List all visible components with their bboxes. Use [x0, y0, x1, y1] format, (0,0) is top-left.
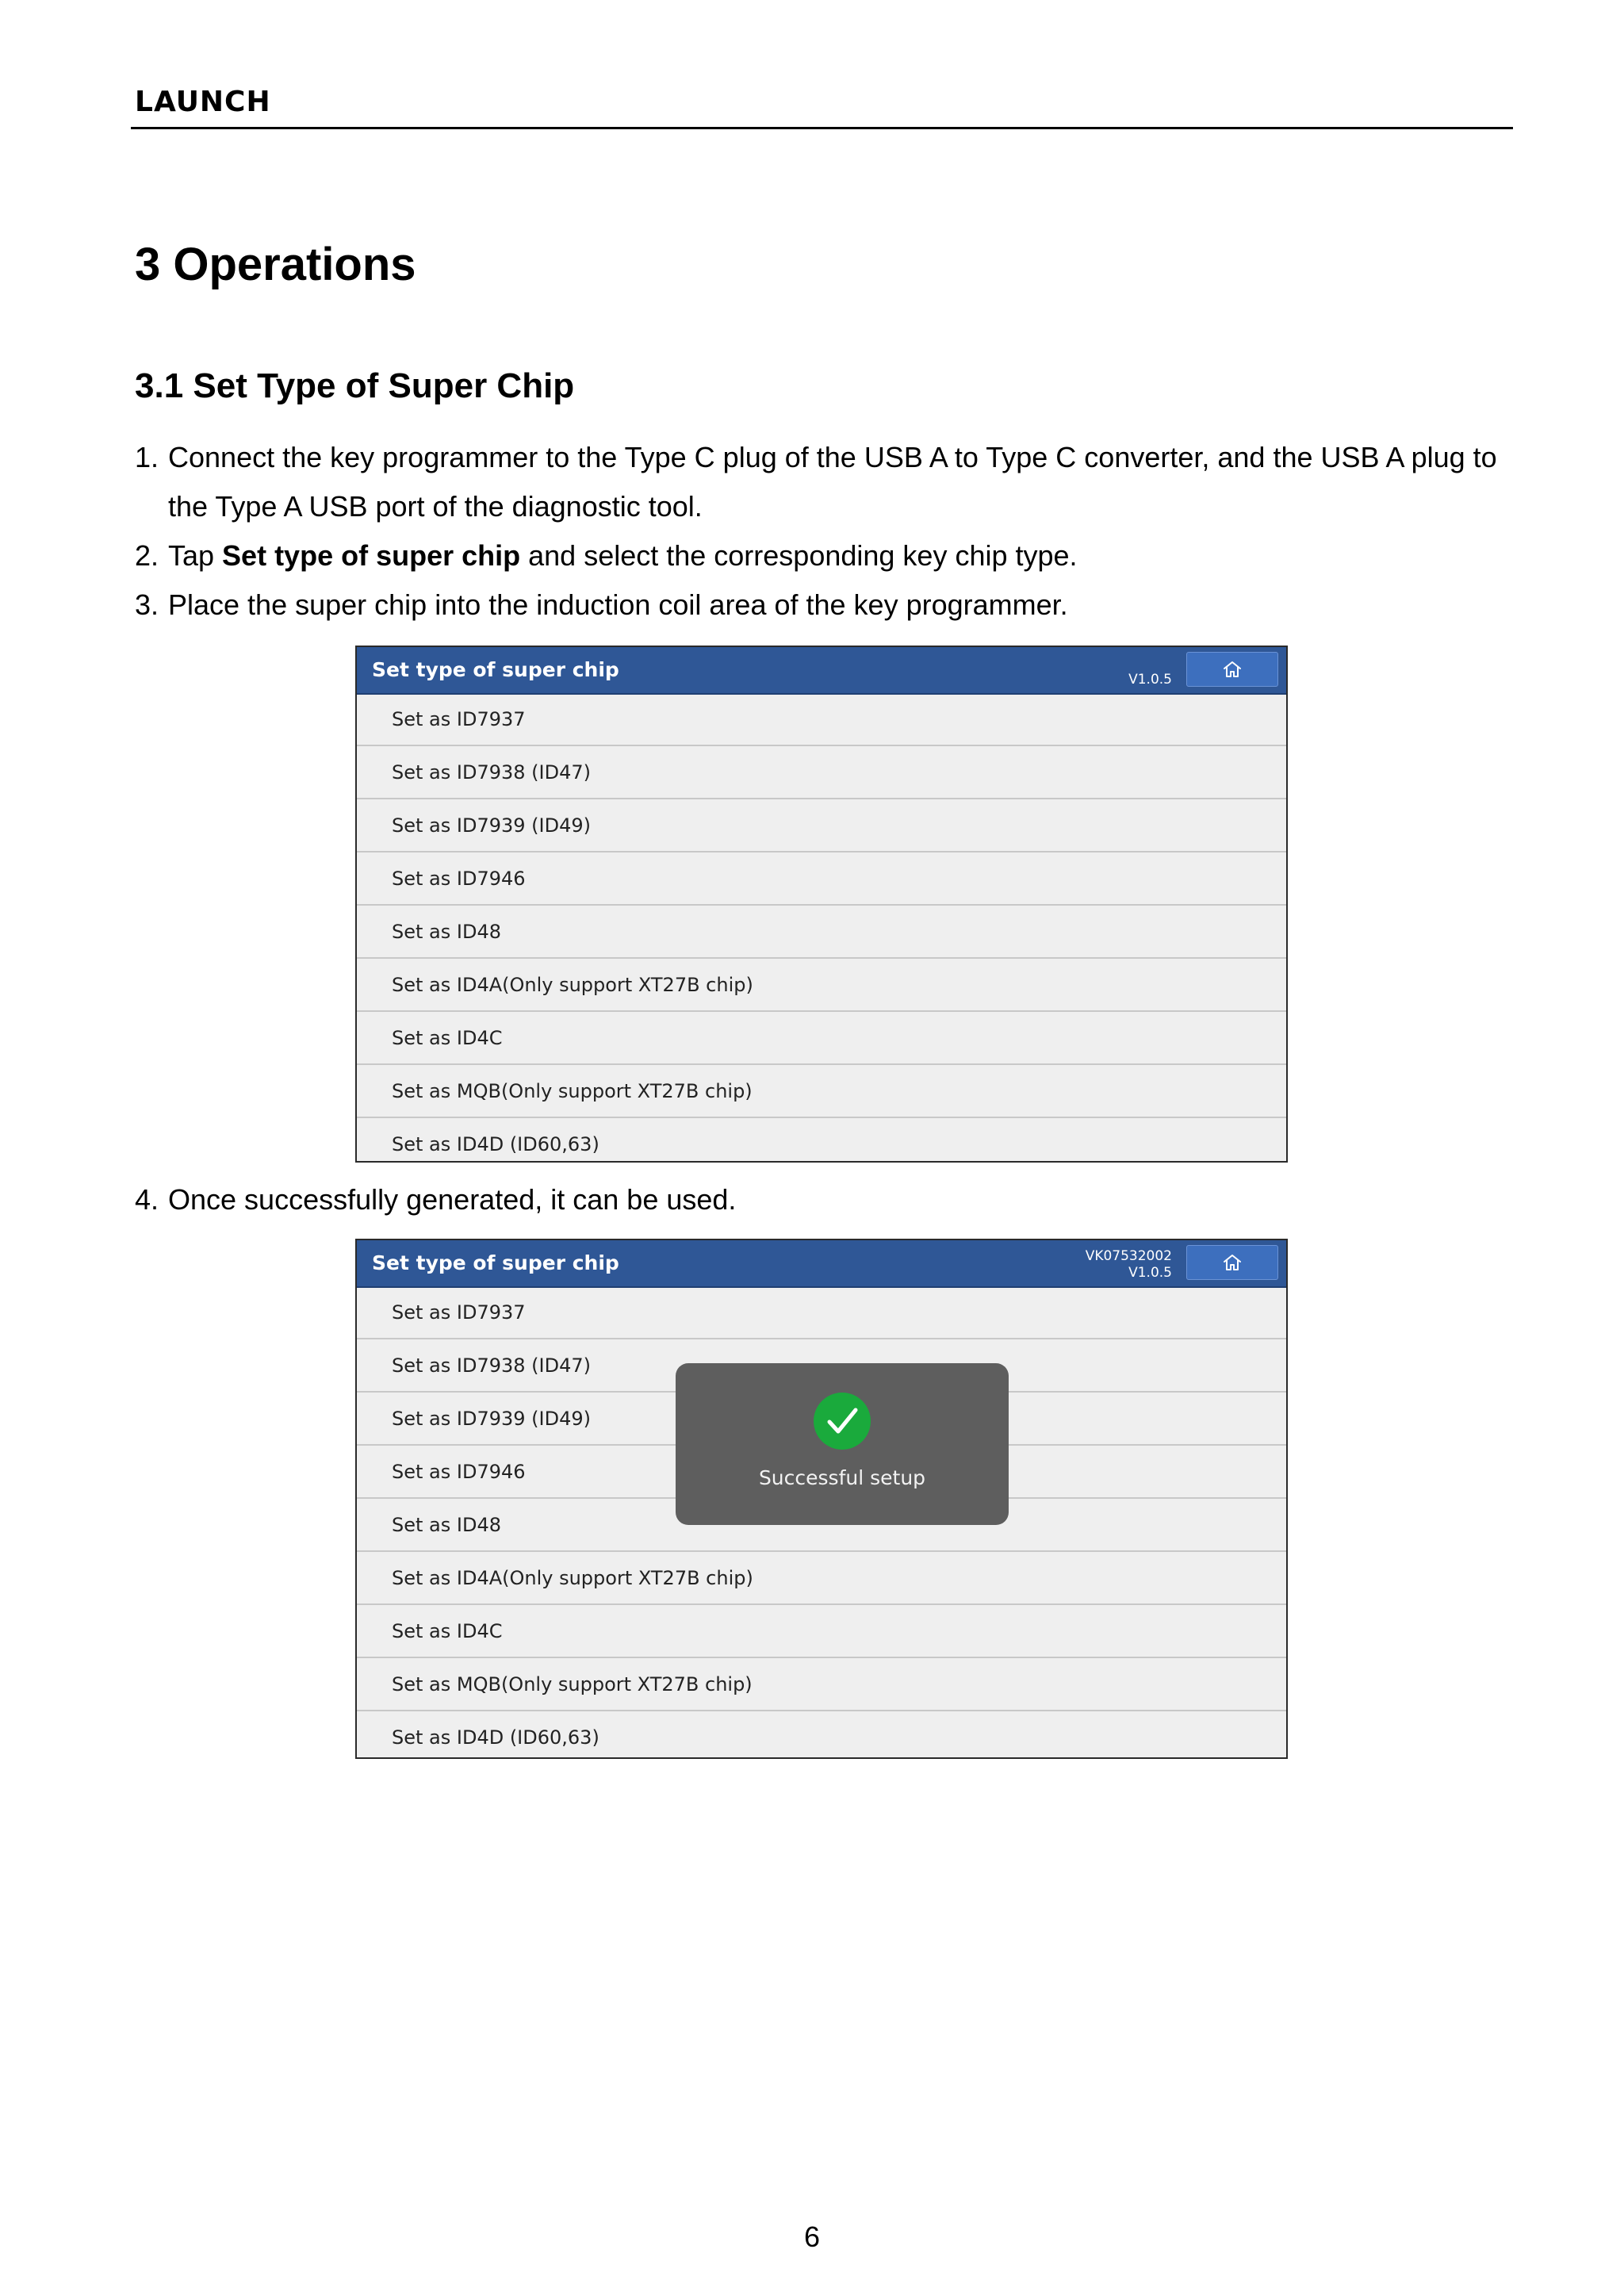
list-item[interactable]: Set as MQB(Only support XT27B chip) [357, 1658, 1286, 1711]
version-label: V1.0.5 [1128, 1265, 1172, 1281]
header-rule [131, 127, 1513, 129]
list-item[interactable]: Set as ID4D (ID60,63) [357, 1711, 1286, 1759]
list-item[interactable]: Set as ID7946 [357, 852, 1286, 906]
step-text: Once successfully generated, it can be used. [168, 1183, 737, 1216]
list-item[interactable]: Set as ID7938 (ID47) [357, 1339, 1286, 1393]
list-item[interactable]: Set as ID7939 (ID49) [357, 1393, 1286, 1446]
list-item[interactable]: Set as MQB(Only support XT27B chip) [357, 1065, 1286, 1118]
step-3 [135, 580, 1515, 630]
step-number: 2. [135, 539, 159, 572]
home-button[interactable] [1186, 652, 1278, 687]
step-text: Place the super chip into the induction coil area of the key programmer. [168, 588, 1068, 621]
app-titlebar [357, 647, 1286, 695]
list-item[interactable]: Set as ID4A(Only support XT27B chip) [357, 1552, 1286, 1605]
list-item[interactable]: Set as ID4C [357, 1605, 1286, 1658]
step-text-continued: the Type A USB port of the diagnostic tool. [168, 490, 703, 523]
step-text-prefix: Tap [168, 539, 223, 572]
version-info [1086, 1248, 1172, 1282]
app-title: Set type of super chip [372, 1251, 619, 1274]
screenshot-setup-success [355, 1239, 1288, 1759]
list-item[interactable]: Set as ID7946 [357, 1446, 1286, 1499]
list-item[interactable]: Set as ID4A(Only support XT27B chip) [357, 959, 1286, 1012]
serial-number: VK07532002 [1085, 1248, 1172, 1264]
list-item[interactable]: Set as ID7937 [357, 693, 1286, 746]
brand-logo-text: LAUNCH [135, 86, 271, 118]
step-text: Connect the key programmer to the Type C plug of the USB A to Type C converter, and the USB A plug to [168, 441, 1497, 473]
list-item[interactable]: Set as ID7937 [357, 1286, 1286, 1339]
home-button[interactable] [1186, 1245, 1278, 1280]
step-1 [135, 433, 1515, 531]
screenshot-chip-type-list [355, 646, 1288, 1163]
step-number: 1. [135, 441, 159, 473]
step-4 [135, 1175, 1515, 1224]
app-titlebar [357, 1240, 1286, 1288]
page-number: 6 [803, 2220, 821, 2253]
chapter-title: 3 Operations [135, 239, 416, 290]
list-item[interactable]: Set as ID4C [357, 1012, 1286, 1065]
home-icon [1222, 660, 1243, 679]
list-item[interactable]: Set as ID48 [357, 1499, 1286, 1552]
version-label: V1.0.5 [1128, 672, 1172, 688]
checkmark-icon [813, 1392, 871, 1450]
step-number: 3. [135, 588, 159, 621]
step-2 [135, 531, 1515, 580]
list-item[interactable]: Set as ID4D (ID60,63) [357, 1118, 1286, 1163]
step-number: 4. [135, 1183, 159, 1216]
step-text-suffix: and select the corresponding key chip type. [520, 539, 1078, 572]
version-info [1128, 672, 1172, 688]
step-text-bold: Set type of super chip [222, 539, 521, 572]
success-toast [676, 1363, 1009, 1525]
chip-type-list [357, 693, 1286, 1161]
app-title: Set type of super chip [372, 658, 619, 681]
list-item[interactable]: Set as ID7938 (ID47) [357, 746, 1286, 799]
list-item[interactable]: Set as ID48 [357, 906, 1286, 959]
section-title: 3.1 Set Type of Super Chip [135, 366, 575, 405]
toast-message: Successful setup [758, 1466, 926, 1489]
list-item[interactable]: Set as ID7939 (ID49) [357, 799, 1286, 852]
home-icon [1222, 1253, 1243, 1272]
